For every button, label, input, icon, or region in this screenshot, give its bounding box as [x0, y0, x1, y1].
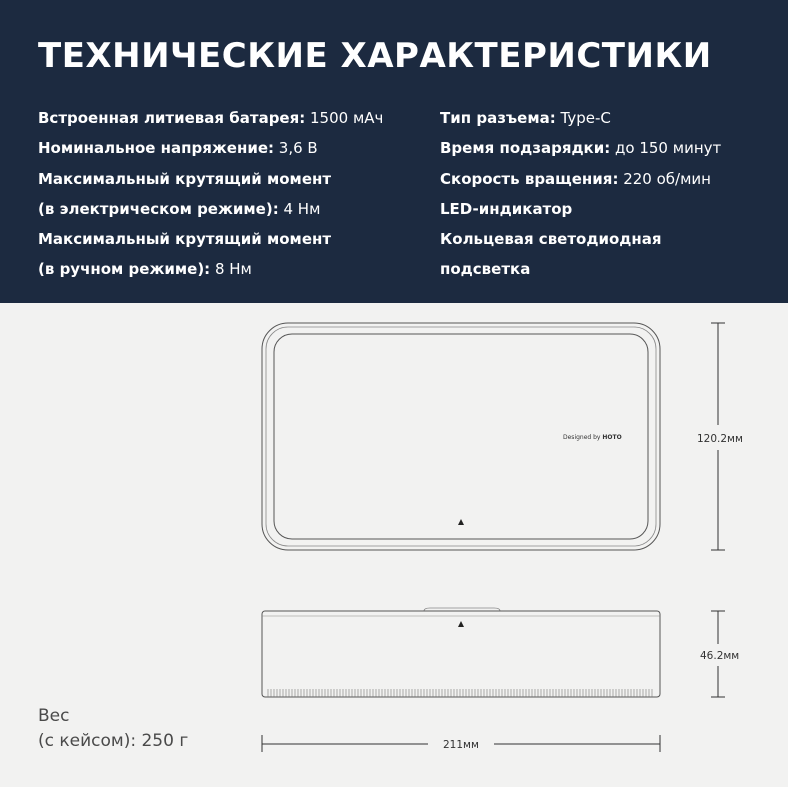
- height-dimension-top-label: 120.2мм: [697, 433, 743, 445]
- height-dimension-side-label: 46.2мм: [700, 650, 740, 662]
- spec-battery: Встроенная литиевая батарея: 1500 мАч: [38, 109, 384, 127]
- spec-voltage: Номинальное напряжение: 3,6 В: [38, 139, 318, 158]
- width-dimension-label: 211мм: [443, 739, 479, 751]
- weight-line-1: Вес: [38, 706, 70, 726]
- brand-label: Designed by HOTO: [563, 434, 622, 441]
- spec-ring-light-2: подсветка: [440, 260, 531, 279]
- weight-line-2: (с кейсом): 250 г: [38, 731, 189, 751]
- page-title: ТЕХНИЧЕСКИЕ ХАРАКТЕРИСТИКИ: [38, 36, 712, 76]
- spec-led: LED-индикатор: [440, 199, 573, 218]
- spec-ring-light-1: Кольцевая светодиодная: [440, 230, 662, 249]
- specs-right-column: [440, 103, 780, 285]
- spec-torque-electric: (в электрическом режиме): 4 Нм: [38, 199, 321, 218]
- spec-charge-time: Время подзарядки: до 150 минут: [440, 139, 722, 158]
- spec-connector: Тип разъема: Type-C: [440, 109, 611, 127]
- spec-torque-manual-label: Максимальный крутящий момент: [38, 230, 332, 249]
- spec-header: [0, 0, 788, 303]
- triangle-icon: [458, 519, 464, 525]
- weight-info: [38, 704, 188, 754]
- spec-torque-manual: (в ручном режиме): 8 Нм: [38, 260, 252, 279]
- triangle-icon-side: [458, 621, 464, 627]
- spec-rotation-speed: Скорость вращения: 220 об/мин: [440, 169, 711, 188]
- spec-torque-electric-label: Максимальный крутящий момент: [38, 169, 332, 188]
- specs-left-column: [38, 103, 428, 285]
- bottom-grille: [268, 689, 652, 697]
